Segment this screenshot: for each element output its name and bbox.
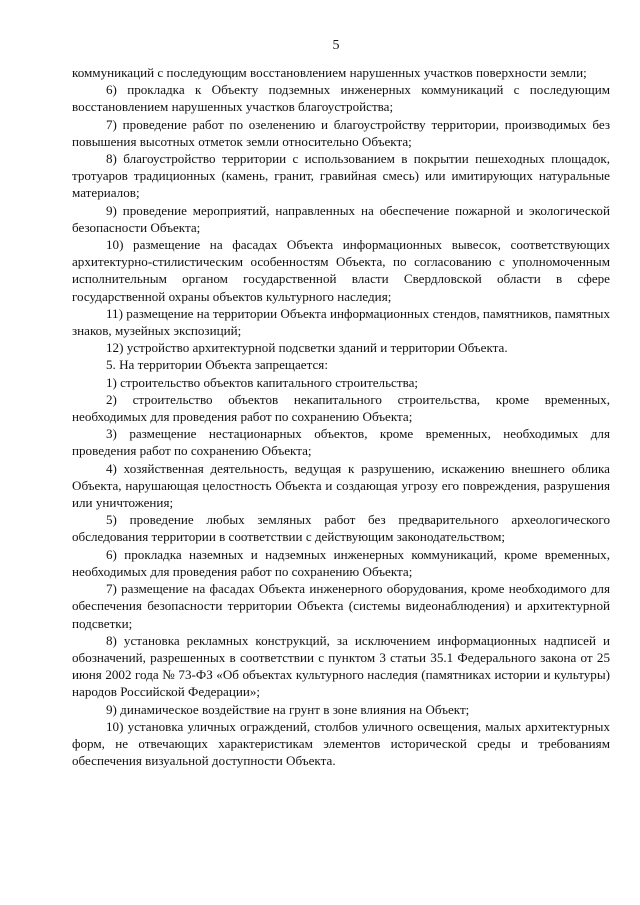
paragraph: 7) проведение работ по озеленению и благоустройству территории, производимых без повышения высотных отметок земли относительно Объекта; xyxy=(72,116,610,149)
document-body xyxy=(72,64,610,769)
paragraph: 11) размещение на территории Объекта информационных стендов, памятников, памятных знаков, музейных экспозиций; xyxy=(72,305,610,339)
paragraph: 5) проведение любых земляных работ без предварительного археологического обследования территории в соответствии с действующим законодательством; xyxy=(72,512,610,545)
paragraph: 12) устройство архитектурной подсветки зданий и территории Объекта. xyxy=(106,340,508,356)
paragraph: 1) строительство объектов капитального строительства; xyxy=(106,374,419,390)
page-number: 5 xyxy=(332,38,340,53)
paragraph: 7) размещение на фасадах Объекта инженерного оборудования, кроме необходимого для обеспечения безопасности территории Объекта (системы видеонаблюдения) и архитектурной подсветки; xyxy=(72,581,610,631)
paragraph: 8) благоустройство территории с использованием в покрытии пешеходных площадок, тротуаров традиционных (камень, гранит, гравийная смесь) или имитирующих натуральные материалов; xyxy=(72,151,610,201)
paragraph: 5. На территории Объекта запрещается: xyxy=(106,357,328,373)
paragraph: 3) размещение нестационарных объектов, кроме временных, необходимых для проведения работ по сохранению Объекта; xyxy=(72,426,610,459)
paragraph: 10) размещение на фасадах Объекта информационных вывесок, соответствующих архитектурно-стилистическим особенностям Объекта, по согласованию с уполномоченным исполнительным органом государственной власти Свердловской области в сфере государственной охраны объектов культурного наследия; xyxy=(72,237,610,304)
paragraph: 9) динамическое воздействие на грунт в зоне влияния на Объект; xyxy=(106,701,470,717)
paragraph: коммуникаций с последующим восстановлением нарушенных участков поверхности земли; xyxy=(72,65,587,80)
paragraph: 2) строительство объектов некапитального строительства, кроме временных, необходимых для проведения работ по сохранению Объекта; xyxy=(72,391,610,425)
paragraph: 9) проведение мероприятий, направленных на обеспечение пожарной и экологической безопасности Объекта; xyxy=(72,202,610,235)
paragraph: 8) установка рекламных конструкций, за исключением информационных надписей и обозначений, разрешенных в соответствии с пунктом 3 статьи 35.1 Федерального закона от 25 июня 2002 года № 73-ФЗ «Об объектах культурного наследия (памятниках истории и культуры) народов Российской Федерации»; xyxy=(72,632,610,700)
paragraph: 10) установка уличных ограждений, столбов уличного освещения, малых архитектурных форм, не отвечающих характеристикам элементов исторической среды и требованиям обеспечения визуальной доступности Объекта. xyxy=(72,718,610,769)
paragraph: 4) хозяйственная деятельность, ведущая к разрушению, искажению внешнего облика Объекта, нарушающая целостность Объекта и создающая угрозу его повреждения, разрушения или уничтожения; xyxy=(72,460,610,511)
paragraph: 6) прокладка к Объекту подземных инженерных коммуникаций с последующим восстановлением нарушенных участков благоустройства; xyxy=(72,82,610,115)
paragraph: 6) прокладка наземных и надземных инженерных коммуникаций, кроме временных, необходимых для проведения работ по сохранению Объекта; xyxy=(72,546,610,579)
